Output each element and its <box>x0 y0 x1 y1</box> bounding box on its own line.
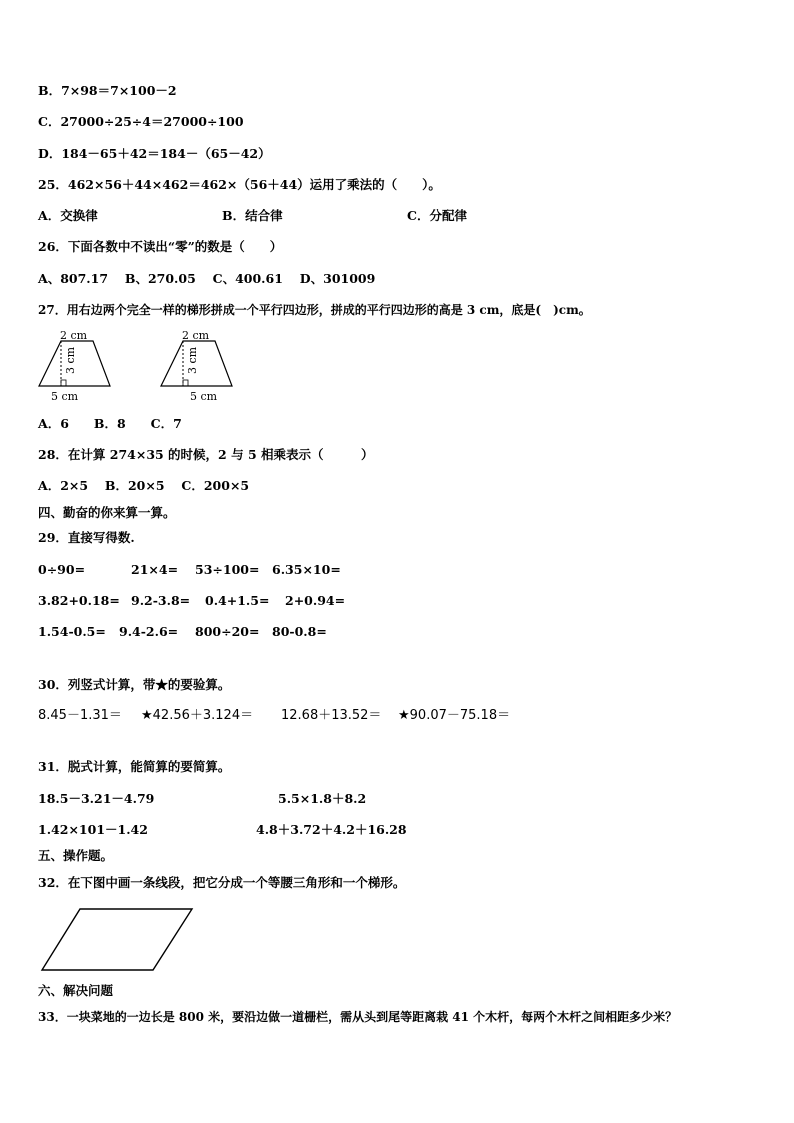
trapezoid-right-top-label: 2 cm <box>182 329 210 342</box>
question-28: 28．在计算 274×35 的时候，2 与 5 相乘表示（ ） <box>38 447 374 462</box>
q29-item: 9.2-3.8= <box>131 593 191 608</box>
trapezoid-left <box>39 329 110 403</box>
q31-item: 18.5－3.21－4.79 <box>38 791 155 806</box>
trapezoid-left-top-label: 2 cm <box>60 329 88 342</box>
section-6-heading: 六、解决问题 <box>38 983 114 998</box>
parallelogram-figure <box>40 903 200 975</box>
q30-item: ★90.07－75.18＝ <box>398 708 511 723</box>
q30-item: ★42.56＋3.124＝ <box>141 708 254 723</box>
q29-item: 6.35×10= <box>272 562 341 577</box>
q29-item: 0÷90= <box>38 562 86 577</box>
section-4-heading: 四、勤奋的你来算一算。 <box>38 505 176 520</box>
question-30: 30．列竖式计算，带★的要验算。 <box>38 677 231 692</box>
trapezoid-right-bottom-label: 5 cm <box>190 390 218 403</box>
q29-item: 0.4+1.5= <box>205 593 270 608</box>
q30-item: 12.68＋13.52＝ <box>281 708 382 723</box>
trapezoid-right <box>161 329 232 403</box>
question-27: 27．用右边两个完全一样的梯形拼成一个平行四边形，拼成的平行四边形的高是 3 cm，底是( )cm。 <box>38 303 591 317</box>
q29-item: 800÷20= <box>195 624 260 639</box>
question-31: 31．脱式计算，能简算的要简算。 <box>38 759 231 774</box>
option-d: D．184－65＋42＝184－（65－42） <box>38 146 271 161</box>
option-b: B．7×98＝7×100－2 <box>38 83 177 98</box>
q29-item: 80-0.8= <box>272 624 327 639</box>
trapezoid-figures <box>30 328 260 404</box>
question-29: 29．直接写得数. <box>38 530 135 545</box>
question-32: 32．在下图中画一条线段，把它分成一个等腰三角形和一个梯形。 <box>38 875 406 890</box>
q25-option-a: A．交换律 <box>38 208 98 223</box>
q27-options: A．6 B．8 C．7 <box>38 416 182 431</box>
section-5-heading: 五、操作题。 <box>38 848 114 863</box>
trapezoid-left-bottom-label: 5 cm <box>51 390 79 403</box>
q31-item: 5.5×1.8＋8.2 <box>278 791 367 806</box>
trapezoid-right-height-label: 3 cm <box>186 346 199 374</box>
q25-option-c: C．分配律 <box>407 208 467 223</box>
q29-item: 9.4-2.6= <box>119 624 179 639</box>
q29-item: 53÷100= <box>195 562 260 577</box>
q29-item: 21×4= <box>131 562 179 577</box>
q29-item: 1.54-0.5= <box>38 624 106 639</box>
trapezoid-left-height-label: 3 cm <box>64 346 77 374</box>
q31-item: 4.8＋3.72＋4.2＋16.28 <box>256 822 407 837</box>
question-25: 25．462×56＋44×462＝462×（56＋44）运用了乘法的（ ）。 <box>38 177 441 192</box>
q25-option-b: B．结合律 <box>222 208 283 223</box>
q26-options: A、807.17 B、270.05 C、400.61 D、301009 <box>38 271 376 286</box>
question-33: 33．一块菜地的一边长是 800 米，要沿边做一道栅栏，需从头到尾等距离栽 41 个木杆，每两个木杆之间相距多少米？ <box>38 1010 678 1024</box>
q29-item: 3.82+0.18= <box>38 593 120 608</box>
q29-item: 2+0.94= <box>285 593 346 608</box>
q28-options: A．2×5 B．20×5 C．200×5 <box>38 478 250 493</box>
option-c: C．27000÷25÷4＝27000÷100 <box>38 114 244 129</box>
q30-item: 8.45－1.31＝ <box>38 708 122 723</box>
q31-item: 1.42×101－1.42 <box>38 822 148 837</box>
question-26: 26．下面各数中不读出“零”的数是（ ） <box>38 239 283 254</box>
